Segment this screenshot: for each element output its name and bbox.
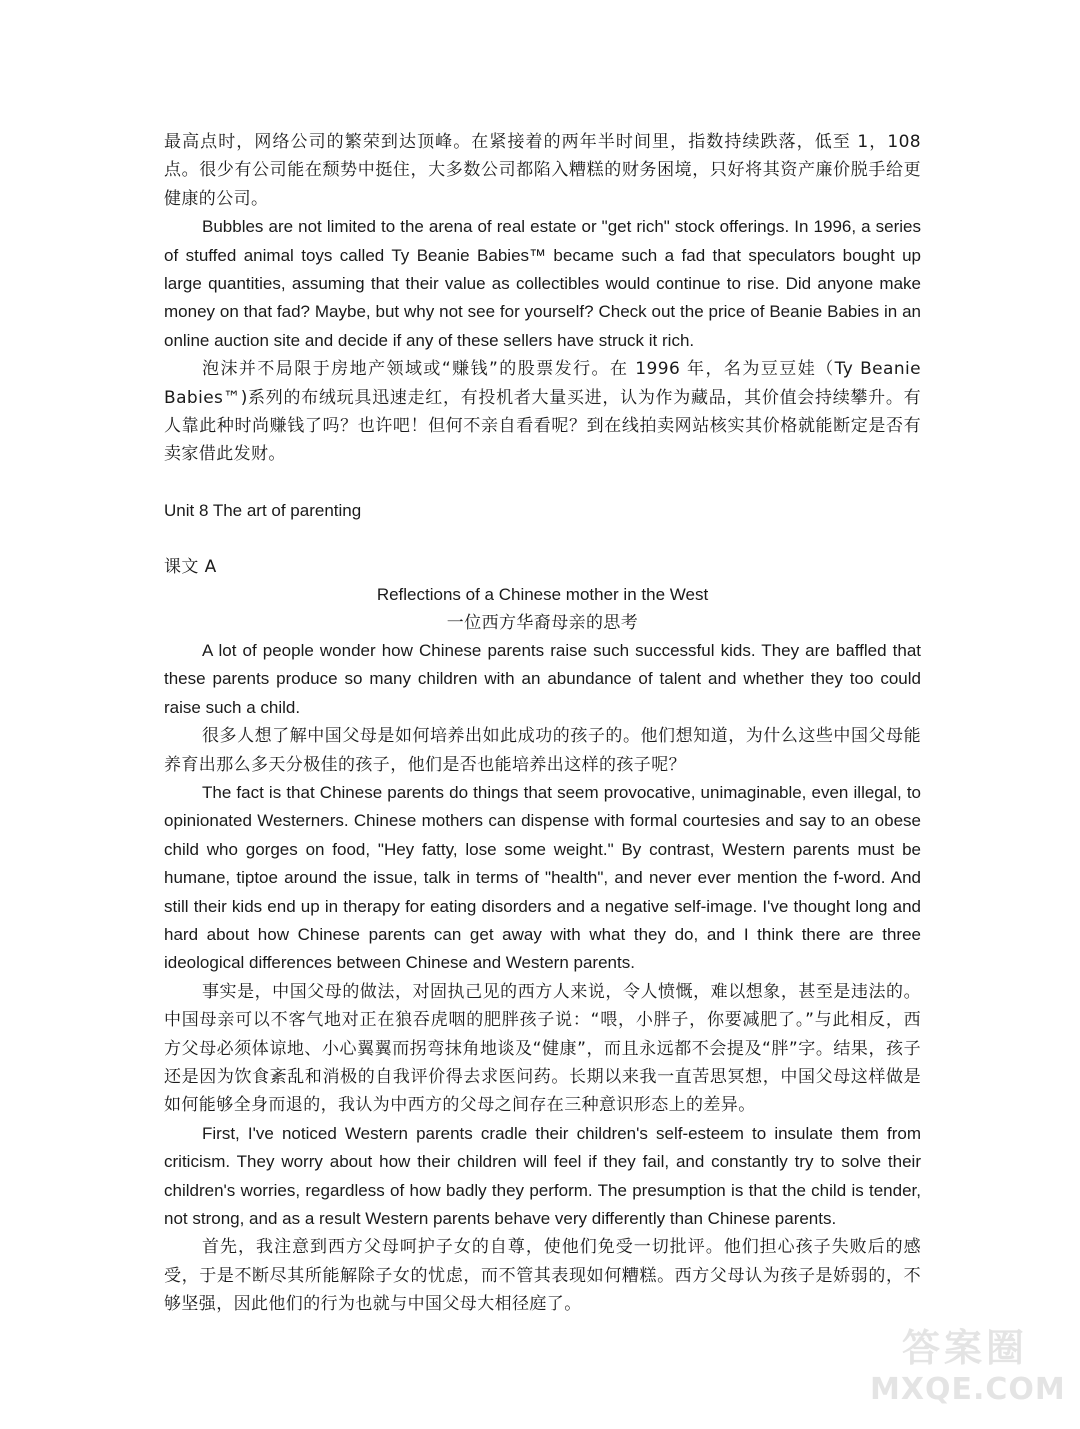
paragraph-cn-bubble-end: 最高点时，网络公司的繁荣到达顶峰。在紧接着的两年半时间里，指数持续跌落，低至 1，108 点。很少有公司能在颓势中挺住，大多数公司都陷入糟糕的财务困境，只好将其资产廉价脱手给更健康的公司。 xyxy=(164,132,921,209)
article-title-en: Reflections of a Chinese mother in the West xyxy=(376,584,709,604)
unit-heading: Unit 8 The art of parenting xyxy=(164,500,362,520)
watermark-top-text: 答案圈 xyxy=(901,1326,1028,1370)
paragraph-cn-bubbles: 泡沫并不局限于房地产领域或“赚钱”的股票发行。在 1996 年，名为豆豆娃（Ty Beanie Babies™)系列的布绒玩具迅速走红，有投机者大量买进，认为作为藏品，其价值会持续攀升。有人靠此种时尚赚钱了吗？也许吧！但何不亲自看看呢？到在线拍卖网站核实其价格就能断定是否有卖家借此发财。 xyxy=(164,359,921,465)
article-title-cn: 一位西方华裔母亲的思考 xyxy=(446,612,639,633)
watermark-logo xyxy=(870,1317,1066,1417)
paragraph-en-bubbles: Bubbles are not limited to the arena of real estate or "get rich" stock offerings. In 1996, a series of stuffed animal toys called Ty Beanie Babies™ became such a fad that speculators bought up large quantities, assuming that their value as collectibles would continue to rise. Did anyone make money on that fad? Maybe, but why not see for yourself? Check out the price of Beanie Babies in an online auction site and decide if any of these sellers have struck it rich. xyxy=(164,217,921,350)
paragraph-en-1: A lot of people wonder how Chinese parents raise such successful kids. They are baffled that these parents produce so many children with an abundance of talent and whether they too could raise such a child. xyxy=(164,640,921,717)
paragraph-en-3: First, I've noticed Western parents cradle their children's self-esteem to insulate them from criticism. They worry about how their children will feel if they fail, and constantly try to solve their children's worries, regardless of how badly they perform. The presumption is that the child is tender, not strong, and as a result Western parents behave very differently than Chinese parents. xyxy=(164,1123,921,1228)
document-page xyxy=(164,128,921,1319)
paragraph-cn-1: 很多人想了解中国父母是如何培养出如此成功的孩子的。他们想知道，为什么这些中国父母能养育出那么多天分极佳的孩子，他们是否也能培养出这样的孩子呢？ xyxy=(164,726,921,775)
paragraph-en-2: The fact is that Chinese parents do things that seem provocative, unimaginable, even illegal, to opinionated Westerners. Chinese mothers can dispense with formal courtesies and say to an obese child who gorges on food, "Hey fatty, lose some weight." By contrast, Western parents must be humane, tiptoe around the issue, talk in terms of "health", and never ever mention the f-word. And still their kids end up in therapy for eating disorders and a negative self-image. I've thought long and hard about how Chinese parents can get away with what they do, and I think there are three ideological differences between Chinese and Western parents. xyxy=(164,782,921,973)
text-label: 课文 A xyxy=(164,556,217,577)
paragraph-cn-2: 事实是，中国父母的做法，对固执己见的西方人来说，令人愤慨，难以想象，甚至是违法的。中国母亲可以不客气地对正在狼吞虎咽的肥胖孩子说：“喂，小胖子，你要减肥了。”与此相反，西方父母必须体谅地、小心翼翼而拐弯抹角地谈及“健康”，而且永远都不会提及“胖”字。结果，孩子还是因为饮食紊乱和消极的自我评价得去求医问药。长期以来我一直苦思冥想，中国父母这样做是如何能够全身而退的，我认为中西方的父母之间存在三种意识形态上的差异。 xyxy=(164,981,921,1116)
watermark-bottom-text: MXQE.COM xyxy=(870,1372,1066,1407)
paragraph-cn-3: 首先，我注意到西方父母呵护子女的自尊，使他们免受一切批评。他们担心孩子失败后的感受，于是不断尽其所能解除子女的忧虑，而不管其表现如何糟糕。西方父母认为孩子是娇弱的，不够坚强，因此他们的行为也就与中国父母大相径庭了。 xyxy=(164,1237,921,1315)
